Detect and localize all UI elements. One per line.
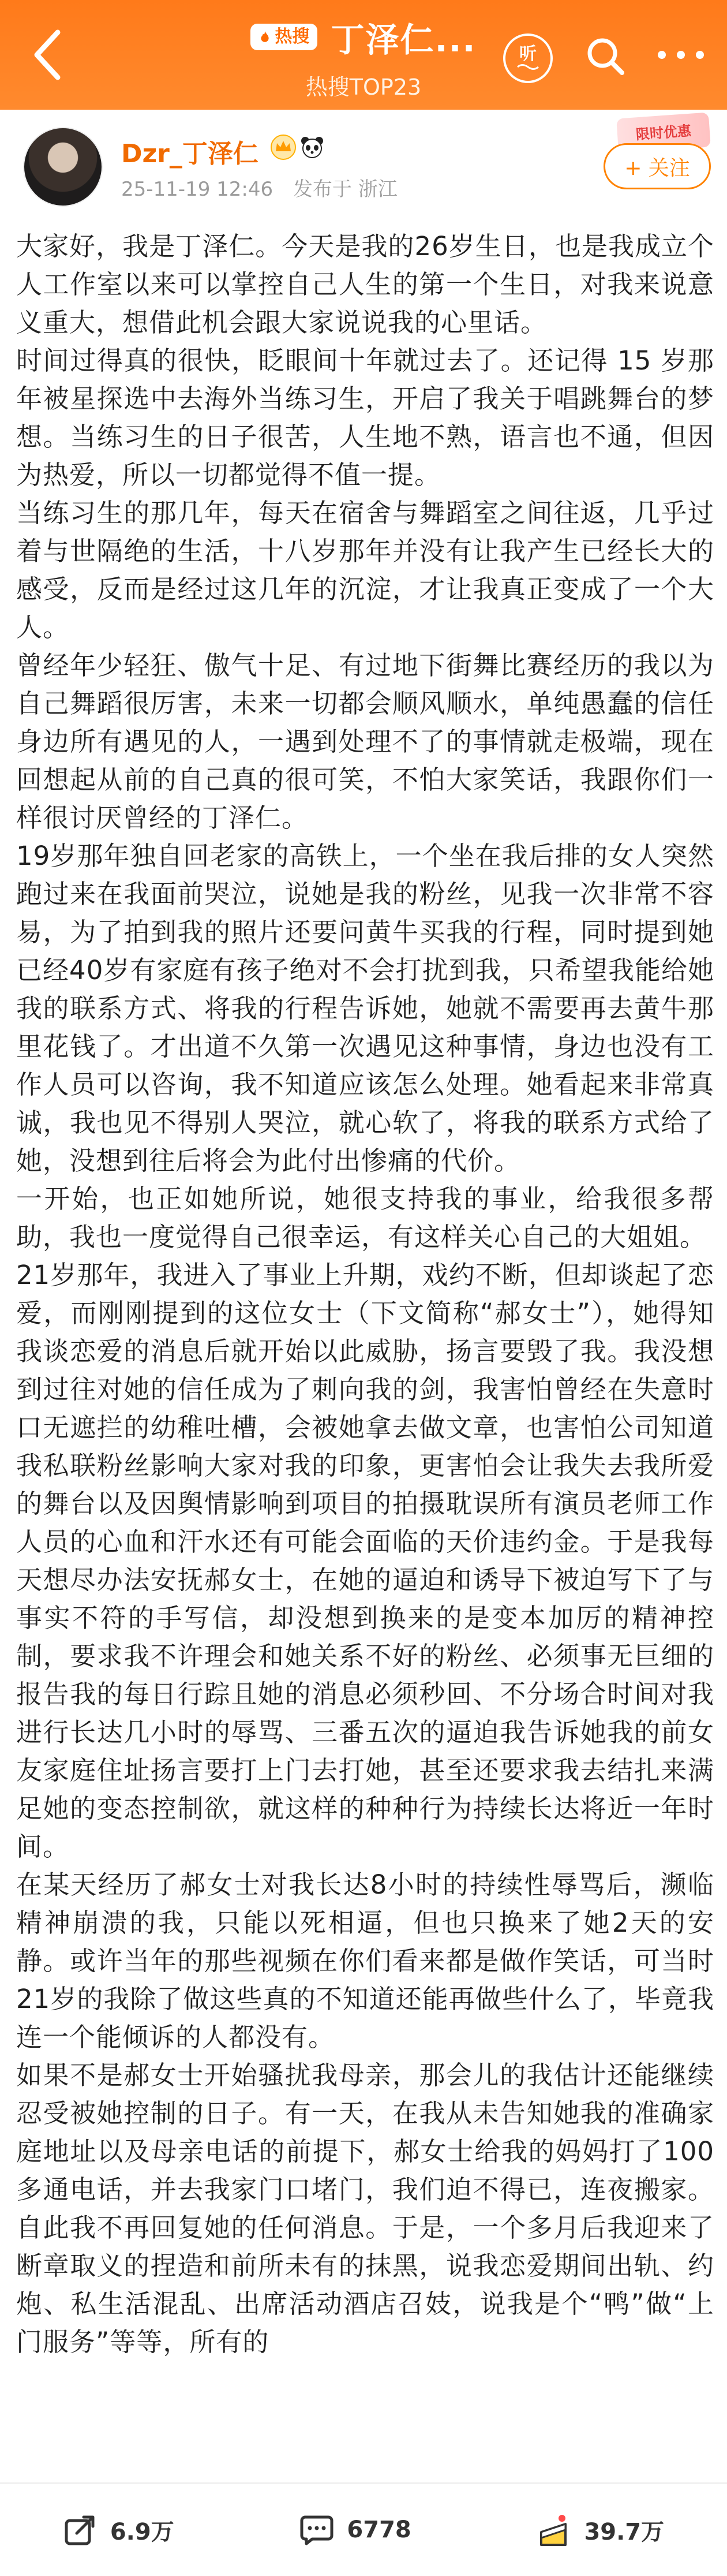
crown-icon <box>270 134 297 160</box>
post-paragraph: 如果不是郝女士开始骚扰我母亲，那会儿的我估计还能继续忍受被她控制的日子。有一天，在我从未告知她我的准确家庭地址以及母亲电话的前提下，郝女士给我的妈妈打了100多通电话，并去我家门口堵门，我们迫不得已，连夜搬家。自此我不再回复她的任何消息。于是，一个多月后我迎来了断章取义的捏造和前所未有的抹黑，说我恋爱期间出轨、约炮、私生活混乱、出席活动酒店召妓，说我是个“鸭”做“上门服务”等等，所有的 <box>16 2060 714 2357</box>
author-name[interactable]: Dzr_丁泽仁 <box>121 139 258 169</box>
action-bar <box>0 2482 727 2576</box>
post-location: 发布于 浙江 <box>293 178 398 201</box>
comment-icon <box>299 2512 334 2547</box>
post-paragraph: 21岁那年，我进入了事业上升期，戏约不断，但却谈起了恋爱，而刚刚提到的这位女士（下文简称“郝女士”），她得知我谈恋爱的消息后就开始以此威胁，扬言要毁了我。我没想到过往对她的信任成为了刺向我的剑，我害怕曾经在失意时口无遮拦的幼稚吐槽，会被她拿去做文章，也害怕公司知道我私联粉丝影响大家对我的印象，更害怕会让我失去我所爱的舞台以及因舆情影响到项目的拍摄耽误所有演员老师工作人员的心血和汗水还有可能会面临的天价违约金。于是我每天想尽办法安抚郝女士，在她的逼迫和诱导下被迫写下了与事实不符的手写信，却没想到换来的是变本加厉的精神控制，要求我不许理会和她关系不好的粉丝、必须事无巨细的报告我的每日行踪且她的消息必须秒回、不分场合时间对我进行长达几小时的辱骂、三番五次的逼迫我告诉她我的前女友家庭住址扬言要打上门去打她，甚至还要求我去结扎来满足她的变态控制欲，就这样的种种行为持续长达将近一年时间。 <box>16 1260 714 1862</box>
post-timestamp: 25-11-19 12:46 <box>121 178 273 201</box>
top-header <box>0 0 727 110</box>
search-icon[interactable] <box>583 33 629 80</box>
share-count: 6.9万 <box>110 2518 174 2545</box>
post-meta <box>121 173 411 201</box>
post-body <box>16 227 714 2361</box>
post-paragraph: 在某天经历了郝女士对我长达8小时的持续性辱骂后，濒临精神崩溃的我，只能以死相逼，但也只换来了她2天的安静。或许当年的那些视频在你们看来都是做作笑话，可当时21岁的我除了做这些真的不知道还能再做些什么了，毕竟我连一个能倾诉的人都没有。 <box>16 1869 714 2052</box>
like-count: 39.7万 <box>584 2518 665 2545</box>
sound-wave-icon <box>516 63 539 71</box>
promo-badge[interactable]: 限时优惠 <box>616 112 711 153</box>
panda-icon <box>300 135 324 159</box>
post-paragraph: 曾经年少轻狂、傲气十足、有过地下街舞比赛经历的我以为自己舞蹈很厉害，未来一切都会顺风顺水，单纯愚蠢的信任身边所有遇见的人，一遇到处理不了的事情就走极端，现在回想起从前的自己真的很可笑，不怕大家笑话，我跟你们一样很讨厌曾经的丁泽仁。 <box>16 650 714 833</box>
listen-label: 听 <box>519 44 537 64</box>
follow-button[interactable]: + 关注 <box>604 143 711 189</box>
post-paragraph: 当练习生的那几年，每天在宿舍与舞蹈室之间往返，几乎过着与世隔绝的生活，十八岁那年并没有让我产生已经长大的感受，反而是经过这几年的沉淀，才让我真正变成了一个大人。 <box>16 498 714 643</box>
post-paragraph: 时间过得真的很快，眨眼间十年就过去了。还记得 15 岁那年被星探选中去海外当练习生，开启了我关于唱跳舞台的梦想。当练习生的日子很苦，人生地不熟，语言也不通，但因为热爱，所以一切都觉得不值一提。 <box>16 345 714 490</box>
post-paragraph: 19岁那年独自回老家的高铁上，一个坐在我后排的女人突然跑过来在我面前哭泣，说她是我的粉丝，见我一次非常不容易，为了拍到我的照片还要问黄牛买我的行程，同时提到她已经40岁有家庭有孩子绝对不会打扰到我，只希望我能给她我的联系方式、将我的行程告诉她，她就不需要再去黄牛那里花钱了。才出道不久第一次遇见这种事情，身边也没有工作人员可以咨询，我不知道应该怎么处理。她看起来非常真诚，我也见不得别人哭泣，就心软了，将我的联系方式给了她，没想到往后将会为此付出惨痛的代价。 <box>16 841 714 1176</box>
hot-search-badge <box>250 24 317 50</box>
avatar[interactable] <box>23 127 103 207</box>
post-paragraph: 大家好，我是丁泽仁。今天是我的26岁生日，也是我成立个人工作室以来可以掌控自己人生的第一个生日，对我来说意义重大，想借此机会跟大家说说我的心里话。 <box>16 231 714 338</box>
page-title: 丁泽仁... <box>331 20 477 59</box>
post-paragraph: 一开始，也正如她所说，她很支持我的事业，给我很多帮助，我也一度觉得自己很幸运，有这样关心自己的大姐姐。 <box>16 1184 714 1252</box>
listen-button[interactable] <box>503 33 553 83</box>
hot-search-label: 热搜 <box>275 27 310 47</box>
comment-button[interactable] <box>299 2512 411 2547</box>
share-icon <box>63 2512 98 2547</box>
post-card <box>0 110 727 2477</box>
flame-icon <box>258 31 271 43</box>
like-button[interactable] <box>537 2512 664 2547</box>
comment-count: 6778 <box>347 2517 411 2543</box>
page-subtitle: 热搜TOP23 <box>305 74 422 100</box>
share-button[interactable] <box>63 2512 174 2547</box>
more-options-icon[interactable] <box>658 51 704 62</box>
birthday-cake-like-icon <box>537 2512 571 2547</box>
